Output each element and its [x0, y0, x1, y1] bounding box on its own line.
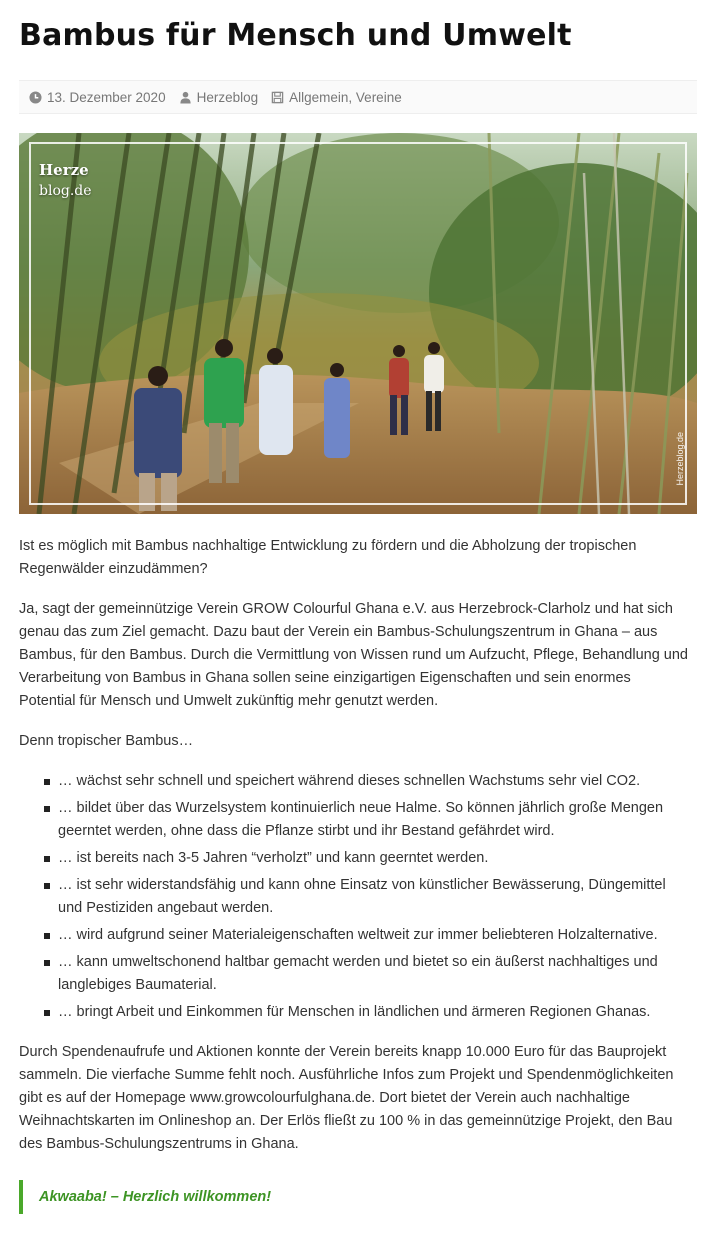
page-title: Bambus für Mensch und Umwelt [19, 18, 572, 53]
blockquote [19, 1180, 679, 1214]
post-date[interactable] [29, 90, 166, 105]
article-content [19, 535, 689, 1173]
image-logo-line2: blog.de [39, 183, 92, 199]
list-item: … wächst sehr schnell und speichert während dieses schnellen Wachstums sehr viel CO2. [44, 770, 689, 793]
list-item: … ist sehr widerstandsfähig und kann ohne Einsatz von künstlicher Bewässerung, Düngemittel und Pestiziden angebaut werden. [44, 874, 689, 920]
featured-image [19, 133, 697, 514]
post-categories [271, 90, 402, 105]
list-intro: Denn tropischer Bambus… [19, 733, 194, 749]
quote-text: Akwaaba! – Herzlich willkommen! [39, 1189, 272, 1205]
bamboo-properties-list [19, 770, 689, 1024]
folder-icon [271, 91, 284, 104]
list-item: … kann umweltschonend haltbar gemacht werden und bietet so ein äußerst nachhaltiges und langlebiges Baumaterial. [44, 951, 689, 997]
clock-icon [29, 91, 42, 104]
category-link-allgemein[interactable]: Allgemein [289, 89, 349, 105]
body-paragraph: Ja, sagt der gemeinnützige Verein GROW Colourful Ghana e.V. aus Herzebrock-Clarholz und hat sich genau das zum Ziel gemacht. Dazu baut der Verein ein Bambus-Schulungszentrum in Ghana – aus Bambus, für den Bambus. Durch die Vermittlung von Wissen rund um Aufzucht, Pflege, Behandlung und Verarbeitung von Bambus in Ghana sollen seine einzigartigen Eigenschaften und sein enormes Potential für Mensch und Umwelt zukünftig mehr genutzt werden. [19, 601, 688, 709]
post-meta [19, 80, 697, 114]
post-date-text: 13. Dezember 2020 [47, 89, 166, 105]
intro-paragraph: Ist es möglich mit Bambus nachhaltige Entwicklung zu fördern und die Abholzung der tropischen Regenwälder einzudämmen? [19, 538, 637, 577]
list-item: … bringt Arbeit und Einkommen für Menschen in ländlichen und ärmeren Regionen Ghanas. [44, 1001, 689, 1024]
image-watermark: Herzeblog.de [675, 432, 685, 486]
user-icon [179, 91, 192, 104]
list-item: … ist bereits nach 3-5 Jahren “verholzt” und kann geerntet werden. [44, 847, 689, 870]
post-author-link[interactable]: Herzeblog [196, 89, 259, 105]
image-logo-line1: Herze [39, 161, 89, 179]
image-frame [29, 142, 687, 505]
category-link-vereine[interactable]: Vereine [355, 89, 402, 105]
list-item: … wird aufgrund seiner Materialeigenschaften weltweit zur immer beliebteren Holzalternative. [44, 924, 689, 947]
category-separator: , [348, 89, 356, 105]
donation-paragraph: Durch Spendenaufrufe und Aktionen konnte der Verein bereits knapp 10.000 Euro für das Bauprojekt sammeln. Die vierfache Summe fehlt noch. Ausführliche Infos zum Projekt und Spendenmöglichkeiten gibt es auf der Homepage www.growcolourfulghana.de. Dort bietet der Verein auch nachhaltige Weihnachtskarten im Onlineshop an. Der Erlös fließt zu 100 % in das gemeinnützige Projekt, den Bau des Bambus-Schulungszentrums in Ghana. [19, 1044, 674, 1152]
list-item: … bildet über das Wurzelsystem kontinuierlich neue Halme. So können jährlich große Mengen geerntet werden, ohne dass die Pflanze stirbt und ihr Bestand gefährdet wird. [44, 797, 689, 843]
post-author[interactable] [179, 90, 259, 105]
